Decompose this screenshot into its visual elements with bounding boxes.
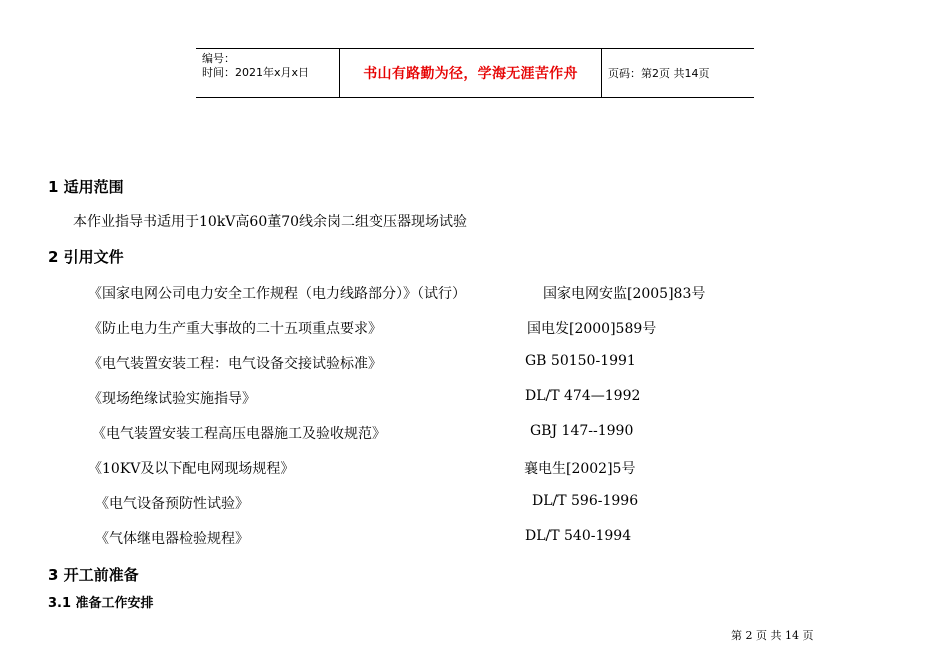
header-page-info: 页码：第2页 共14页 <box>608 67 710 80</box>
subsection-heading-arrangement: 3.1 准备工作安排 <box>48 596 154 611</box>
page-footer-number: 第 2 页 共 14 页 <box>731 629 814 642</box>
reference-title: 《防止电力生产重大事故的二十五项重点要求》 <box>88 321 382 337</box>
reference-title: 《国家电网公司电力安全工作规程（电力线路部分）》（试行） <box>88 286 466 302</box>
reference-title: 《气体继电器检验规程》 <box>95 531 249 547</box>
section-body-scope: 本作业指导书适用于10kV高60董70线余岗二组变压器现场试验 <box>73 214 468 230</box>
reference-code: 襄电生[2002]5号 <box>524 461 636 477</box>
section-heading-preparation: 3 开工前准备 <box>48 566 139 584</box>
header-motto: 书山有路勤为径，学海无涯苦作舟 <box>339 49 602 97</box>
header-number-label: 编号： <box>202 52 235 65</box>
section-heading-scope: 1 适用范围 <box>48 178 124 196</box>
header-meta <box>196 49 339 97</box>
reference-code: 国家电网安监[2005]83号 <box>543 286 706 302</box>
reference-code: DL/T 596-1996 <box>532 493 639 509</box>
reference-code: DL/T 474—1992 <box>525 388 641 404</box>
reference-title: 《电气装置安装工程：电气设备交接试验标准》 <box>88 356 382 372</box>
reference-title: 《电气装置安装工程高压电器施工及验收规范》 <box>92 426 386 442</box>
reference-title: 《10KV及以下配电网现场规程》 <box>88 461 295 477</box>
page-header <box>196 48 754 98</box>
reference-title: 《电气设备预防性试验》 <box>95 496 249 512</box>
reference-code: 国电发[2000]589号 <box>527 321 657 337</box>
reference-code: GBJ 147--1990 <box>530 423 634 439</box>
header-time-label: 时间：2021年x月x日 <box>202 66 310 79</box>
reference-title: 《现场绝缘试验实施指导》 <box>88 391 256 407</box>
reference-code: GB 50150-1991 <box>525 353 636 369</box>
section-heading-references: 2 引用文件 <box>48 248 124 266</box>
reference-code: DL/T 540-1994 <box>525 528 632 544</box>
